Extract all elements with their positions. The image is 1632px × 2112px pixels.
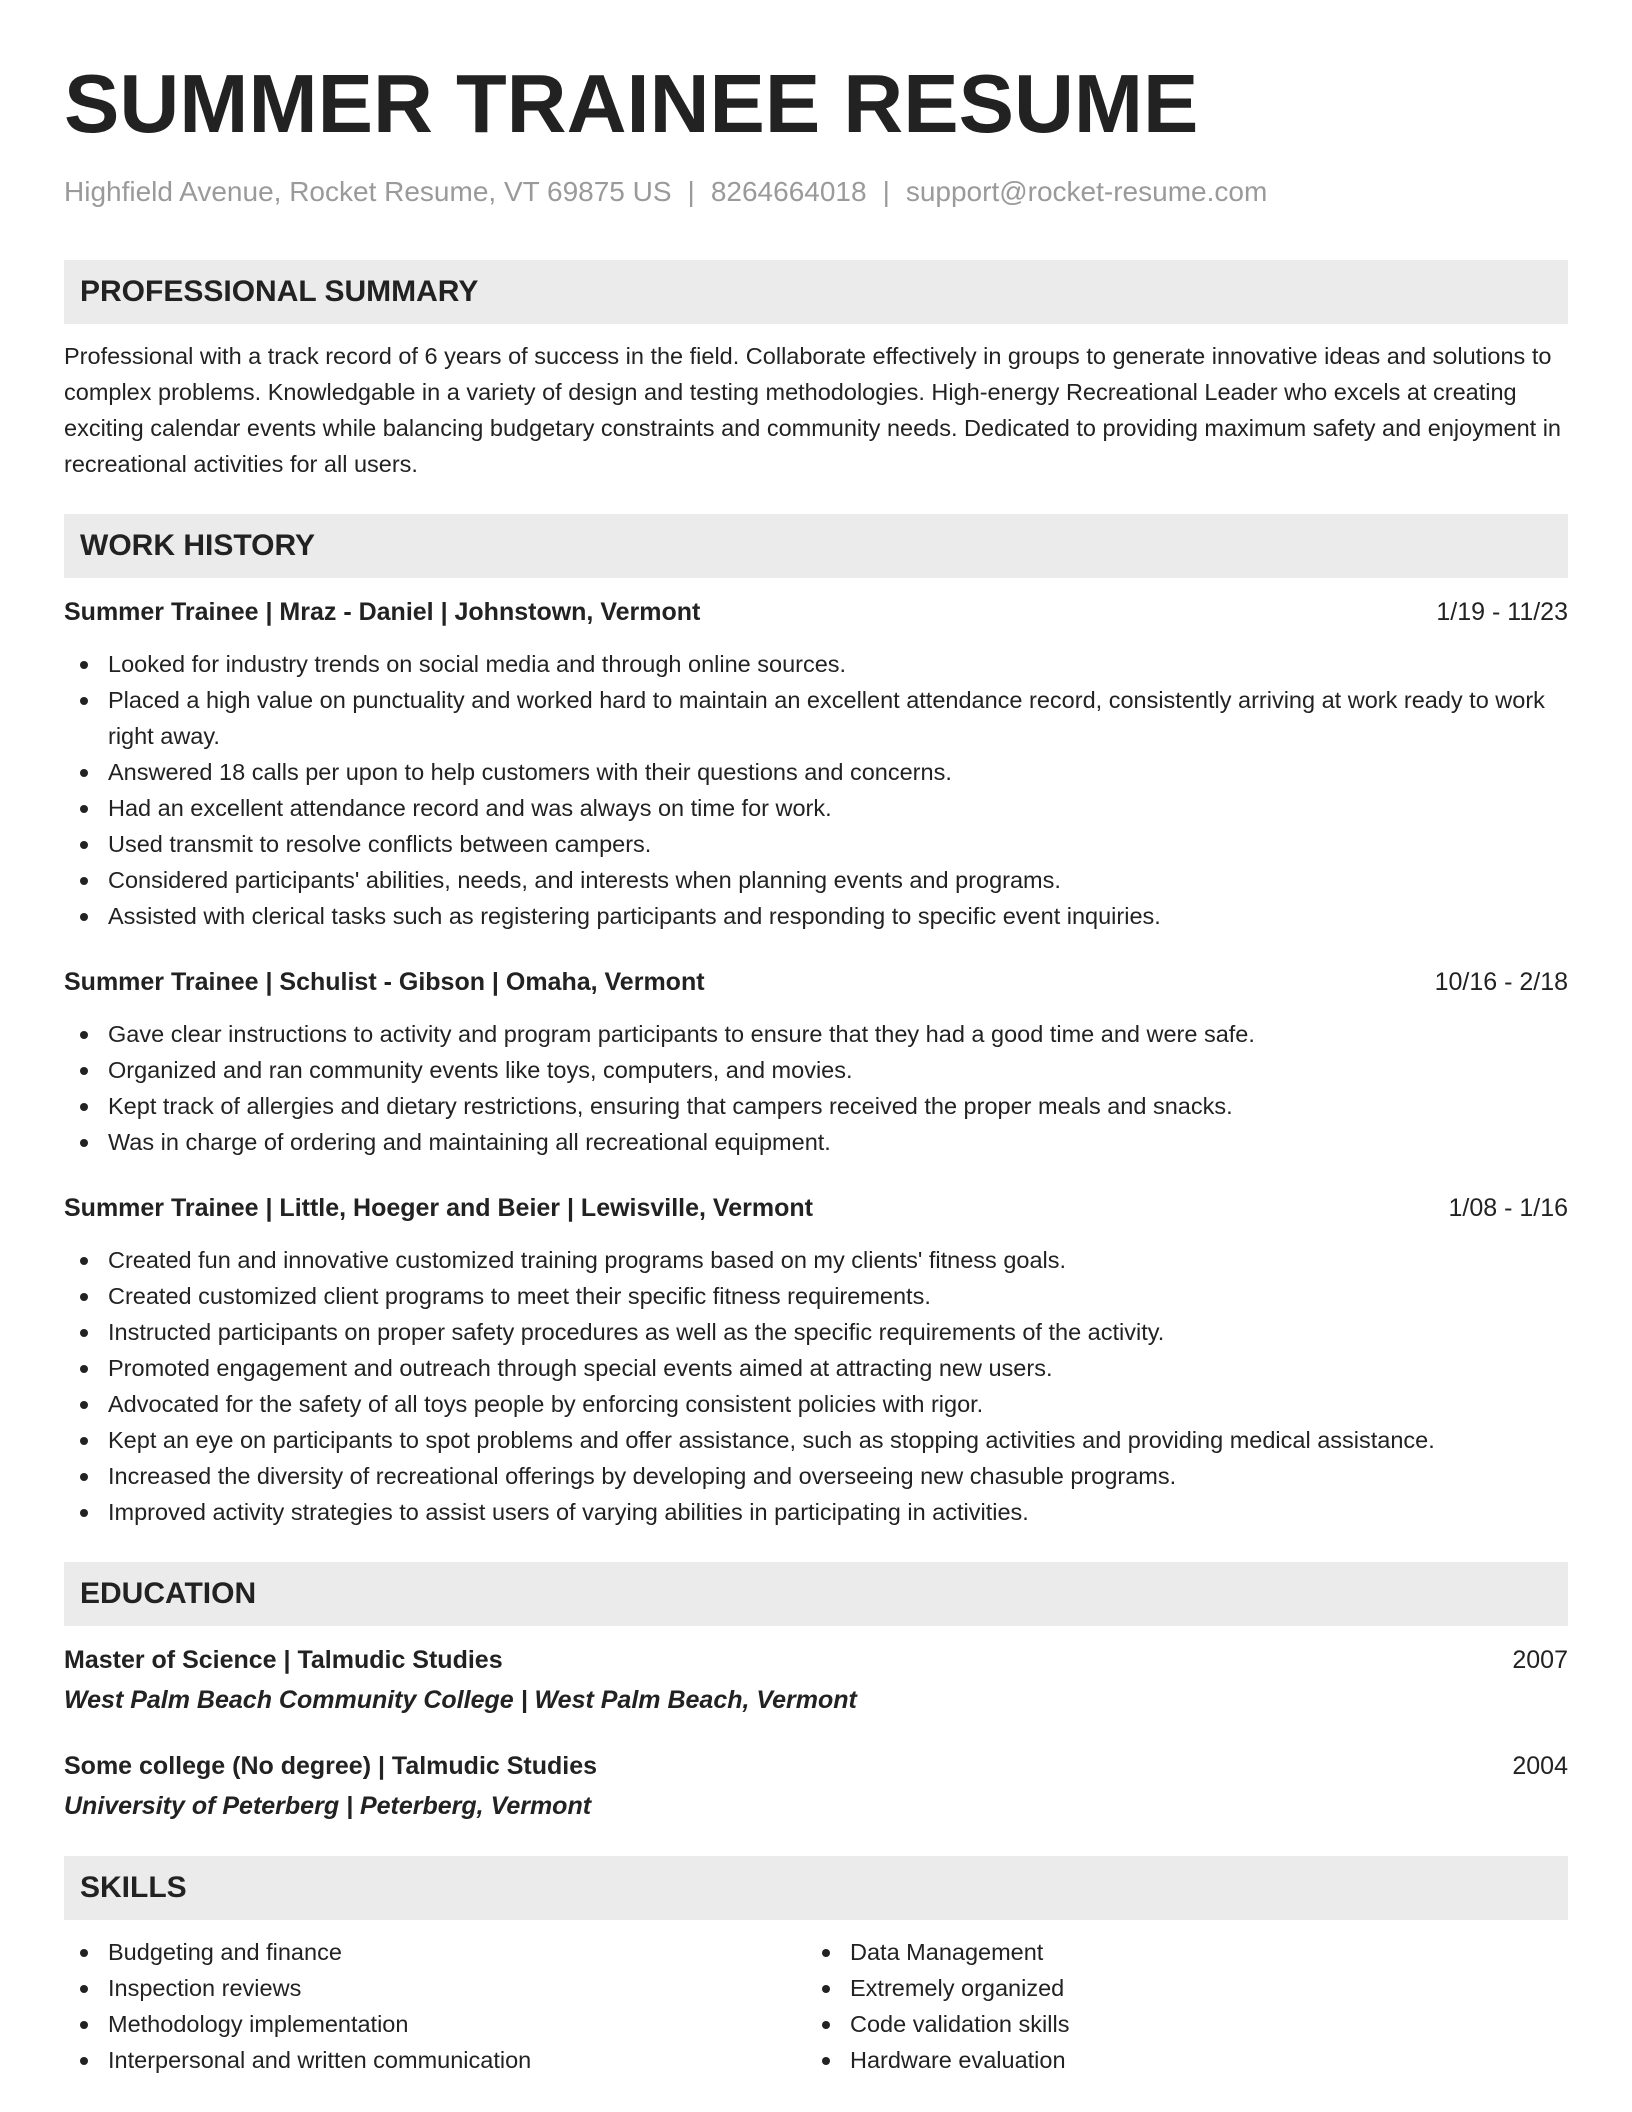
contact-separator: | [882, 176, 890, 207]
list-item: Kept an eye on participants to spot problems and offer assistance, such as stopping activities and providing medical assistance. [64, 1422, 1568, 1458]
school-name: University of Peterberg | Peterberg, Vermont [64, 1792, 592, 1820]
education-year: 2007 [1512, 1646, 1568, 1674]
job-entry [64, 964, 1568, 1160]
section-heading-summary: PROFESSIONAL SUMMARY [64, 260, 1568, 324]
list-item: Gave clear instructions to activity and program participants to ensure that they had a good time and were safe. [64, 1016, 1568, 1052]
list-item: Instructed participants on proper safety procedures as well as the specific requirements of the activity. [64, 1314, 1568, 1350]
job-header [64, 594, 1568, 630]
job-title: Summer Trainee | Schulist - Gibson | Omaha, Vermont [64, 968, 705, 996]
list-item: Placed a high value on punctuality and worked hard to maintain an excellent attendance record, consistently arriving at work ready to work right away. [64, 682, 1568, 754]
education-year: 2004 [1512, 1752, 1568, 1780]
list-item: Advocated for the safety of all toys people by enforcing consistent policies with rigor. [64, 1386, 1568, 1422]
job-duties-list [64, 1016, 1568, 1160]
skills-columns [64, 1934, 1568, 2078]
resume-page [64, 0, 1568, 2078]
section-heading-education: EDUCATION [64, 1562, 1568, 1626]
list-item: Organized and ran community events like toys, computers, and movies. [64, 1052, 1568, 1088]
list-item: Assisted with clerical tasks such as registering participants and responding to specific event inquiries. [64, 898, 1568, 934]
degree-title: Some college (No degree) | Talmudic Studies [64, 1752, 598, 1780]
skill-item: Extremely organized [806, 1970, 1548, 2006]
list-item: Increased the diversity of recreational offerings by developing and overseeing new chasuble programs. [64, 1458, 1568, 1494]
skill-item: Methodology implementation [64, 2006, 806, 2042]
job-duties-list [64, 1242, 1568, 1530]
job-duties-list [64, 646, 1568, 934]
list-item: Was in charge of ordering and maintaining all recreational equipment. [64, 1124, 1568, 1160]
contact-email: support@rocket-resume.com [905, 176, 1268, 207]
list-item: Considered participants' abilities, needs, and interests when planning events and programs. [64, 862, 1568, 898]
job-dates: 1/19 - 11/23 [1436, 598, 1568, 626]
list-item: Used transmit to resolve conflicts between campers. [64, 826, 1568, 862]
list-item: Kept track of allergies and dietary restrictions, ensuring that campers received the proper meals and snacks. [64, 1088, 1568, 1124]
list-item: Answered 18 calls per upon to help customers with their questions and concerns. [64, 754, 1568, 790]
list-item: Looked for industry trends on social media and through online sources. [64, 646, 1568, 682]
contact-line [64, 174, 1568, 210]
job-dates: 1/08 - 1/16 [1448, 1194, 1568, 1222]
skill-item: Data Management [806, 1934, 1548, 1970]
list-item: Had an excellent attendance record and was always on time for work. [64, 790, 1568, 826]
contact-phone: 8264664018 [710, 176, 867, 207]
job-dates: 10/16 - 2/18 [1434, 968, 1568, 996]
skills-list-right [806, 1934, 1548, 2078]
job-title: Summer Trainee | Little, Hoeger and Beier | Lewisville, Vermont [64, 1194, 813, 1222]
job-title: Summer Trainee | Mraz - Daniel | Johnstown, Vermont [64, 598, 701, 626]
job-entry [64, 594, 1568, 934]
skills-list-left [64, 1934, 806, 2078]
contact-separator: | [687, 176, 695, 207]
school-name: West Palm Beach Community College | West Palm Beach, Vermont [64, 1686, 857, 1714]
skill-item: Interpersonal and written communication [64, 2042, 806, 2078]
degree-title: Master of Science | Talmudic Studies [64, 1646, 503, 1674]
job-entry [64, 1190, 1568, 1530]
skill-item: Code validation skills [806, 2006, 1548, 2042]
education-entry [64, 1642, 1568, 1718]
section-heading-skills: SKILLS [64, 1856, 1568, 1920]
list-item: Created customized client programs to meet their specific fitness requirements. [64, 1278, 1568, 1314]
list-item: Promoted engagement and outreach through special events aimed at attracting new users. [64, 1350, 1568, 1386]
education-header [64, 1748, 1568, 1784]
section-heading-work-history: WORK HISTORY [64, 514, 1568, 578]
job-header [64, 1190, 1568, 1226]
skill-item: Inspection reviews [64, 1970, 806, 2006]
contact-address: Highfield Avenue, Rocket Resume, VT 69875 US [64, 176, 672, 207]
list-item: Created fun and innovative customized training programs based on my clients' fitness goals. [64, 1242, 1568, 1278]
education-entry [64, 1748, 1568, 1824]
education-header [64, 1642, 1568, 1678]
skill-item: Hardware evaluation [806, 2042, 1548, 2078]
job-header [64, 964, 1568, 1000]
skill-item: Budgeting and finance [64, 1934, 806, 1970]
summary-text: Professional with a track record of 6 years of success in the field. Collaborate effectively in groups to generate innovative ideas and solutions to complex problems. Knowledgable in a variety of design and testing methodologies. High-energy Recreational Leader who excels at creating exciting calendar events while balancing budgetary constraints and community needs. Dedicated to providing maximum safety and enjoyment in recreational activities for all users. [64, 343, 1561, 477]
list-item: Improved activity strategies to assist users of varying abilities in participating in activities. [64, 1494, 1568, 1530]
resume-title: SUMMER TRAINEE RESUME [64, 57, 1199, 150]
